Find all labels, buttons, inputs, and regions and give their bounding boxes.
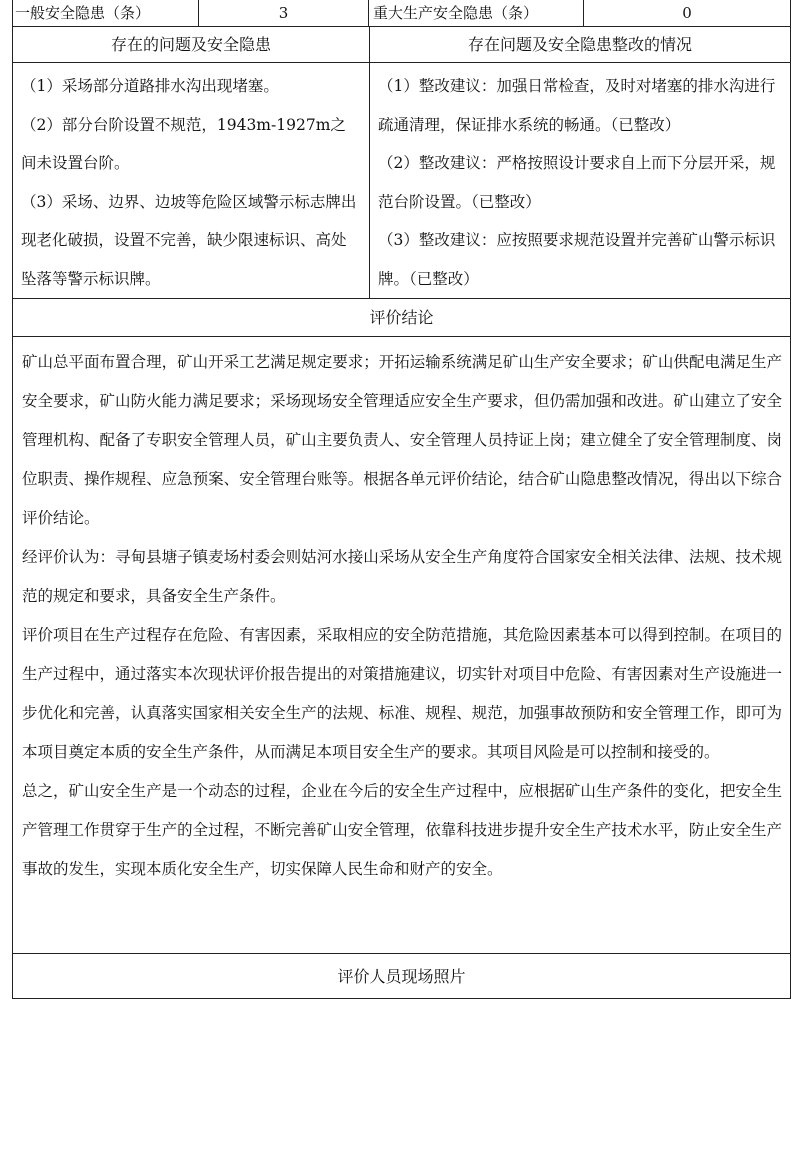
- problems-list: [13, 63, 369, 298]
- general-hazard-count: 3: [198, 0, 368, 26]
- hazard-count-row: [13, 0, 790, 26]
- problem-item: （2）部分台阶设置不规范，1943m-1927m之间未设置台阶。: [21, 115, 346, 172]
- issues-row: [13, 62, 790, 298]
- rectification-item: （1）整改建议：加强日常检查，及时对堵塞的排水沟进行疏通清理，保证排水系统的畅通。（已整改）: [378, 77, 776, 134]
- rectification-list: [369, 63, 790, 298]
- conclusion-title-row: [13, 298, 790, 336]
- conclusion-row: [13, 336, 790, 953]
- problems-header: 存在的问题及安全隐患: [110, 35, 271, 54]
- issues-header-row: [13, 26, 790, 62]
- general-hazard-label: 一般安全隐患（条）: [15, 4, 151, 22]
- conclusion-title: 评价结论: [369, 308, 434, 327]
- photos-title: 评价人员现场照片: [337, 967, 466, 986]
- conclusion-paragraph: 评价项目在生产过程存在危险、有害因素，采取相应的安全防范措施，其危险因素基本可以得到控制。在项目的生产过程中，通过落实本次现状评价报告提出的对策措施建议，切实针对项目中危险、有害因素对生产设施进一步优化和完善，认真落实国家相关安全生产的法规、标准、规程、规范，加强事故预防和安全管理工作，即可为本项目奠定本质的安全生产条件，从而满足本项目安全生产的要求。其项目风险是可以控制和接受的。: [22, 626, 782, 761]
- major-hazard-count: 0: [583, 0, 790, 26]
- conclusion-paragraph: 总之，矿山安全生产是一个动态的过程，企业在今后的安全生产过程中，应根据矿山生产条件的变化，把安全生产管理工作贯穿于生产的全过程，不断完善矿山安全管理，依靠科技进步提升安全生产技术水平，防止安全生产事故的发生，实现本质化安全生产，切实保障人民生命和财产的安全。: [22, 782, 782, 878]
- problem-item: （1）采场部分道路排水沟出现堵塞。: [21, 77, 279, 95]
- evaluation-table: [12, 0, 791, 999]
- major-hazard-label: 重大生产安全隐患（条）: [368, 0, 583, 26]
- conclusion-paragraph: 经评价认为：寻甸县塘子镇麦场村委会则姑河水接山采场从安全生产角度符合国家安全相关法律、法规、技术规范的规定和要求，具备安全生产条件。: [22, 548, 782, 605]
- rectification-item: （2）整改建议：严格按照设计要求自上而下分层开采，规范台阶设置。（已整改）: [378, 154, 776, 211]
- conclusion-body: [13, 337, 790, 953]
- rectification-item: （3）整改建议：应按照要求规范设置并完善矿山警示标识牌。（已整改）: [378, 231, 776, 288]
- conclusion-paragraph: 矿山总平面布置合理，矿山开采工艺满足规定要求；开拓运输系统满足矿山生产安全要求；矿山供配电满足生产安全要求，矿山防火能力满足要求；采场现场安全管理适应安全生产要求，但仍需加强和改进。矿山建立了安全管理机构、配备了专职安全管理人员，矿山主要负责人、安全管理人员持证上岗；建立健全了安全管理制度、岗位职责、操作规程、应急预案、安全管理台账等。根据各单元评价结论，结合矿山隐患整改情况，得出以下综合评价结论。: [22, 353, 782, 527]
- rectification-header: 存在问题及安全隐患整改的情况: [369, 27, 790, 62]
- photos-title-row: [13, 953, 790, 998]
- problem-item: （3）采场、边界、边坡等危险区域警示标志牌出现老化破损，设置不完善，缺少限速标识、高处坠落等警示标识牌。: [21, 192, 357, 288]
